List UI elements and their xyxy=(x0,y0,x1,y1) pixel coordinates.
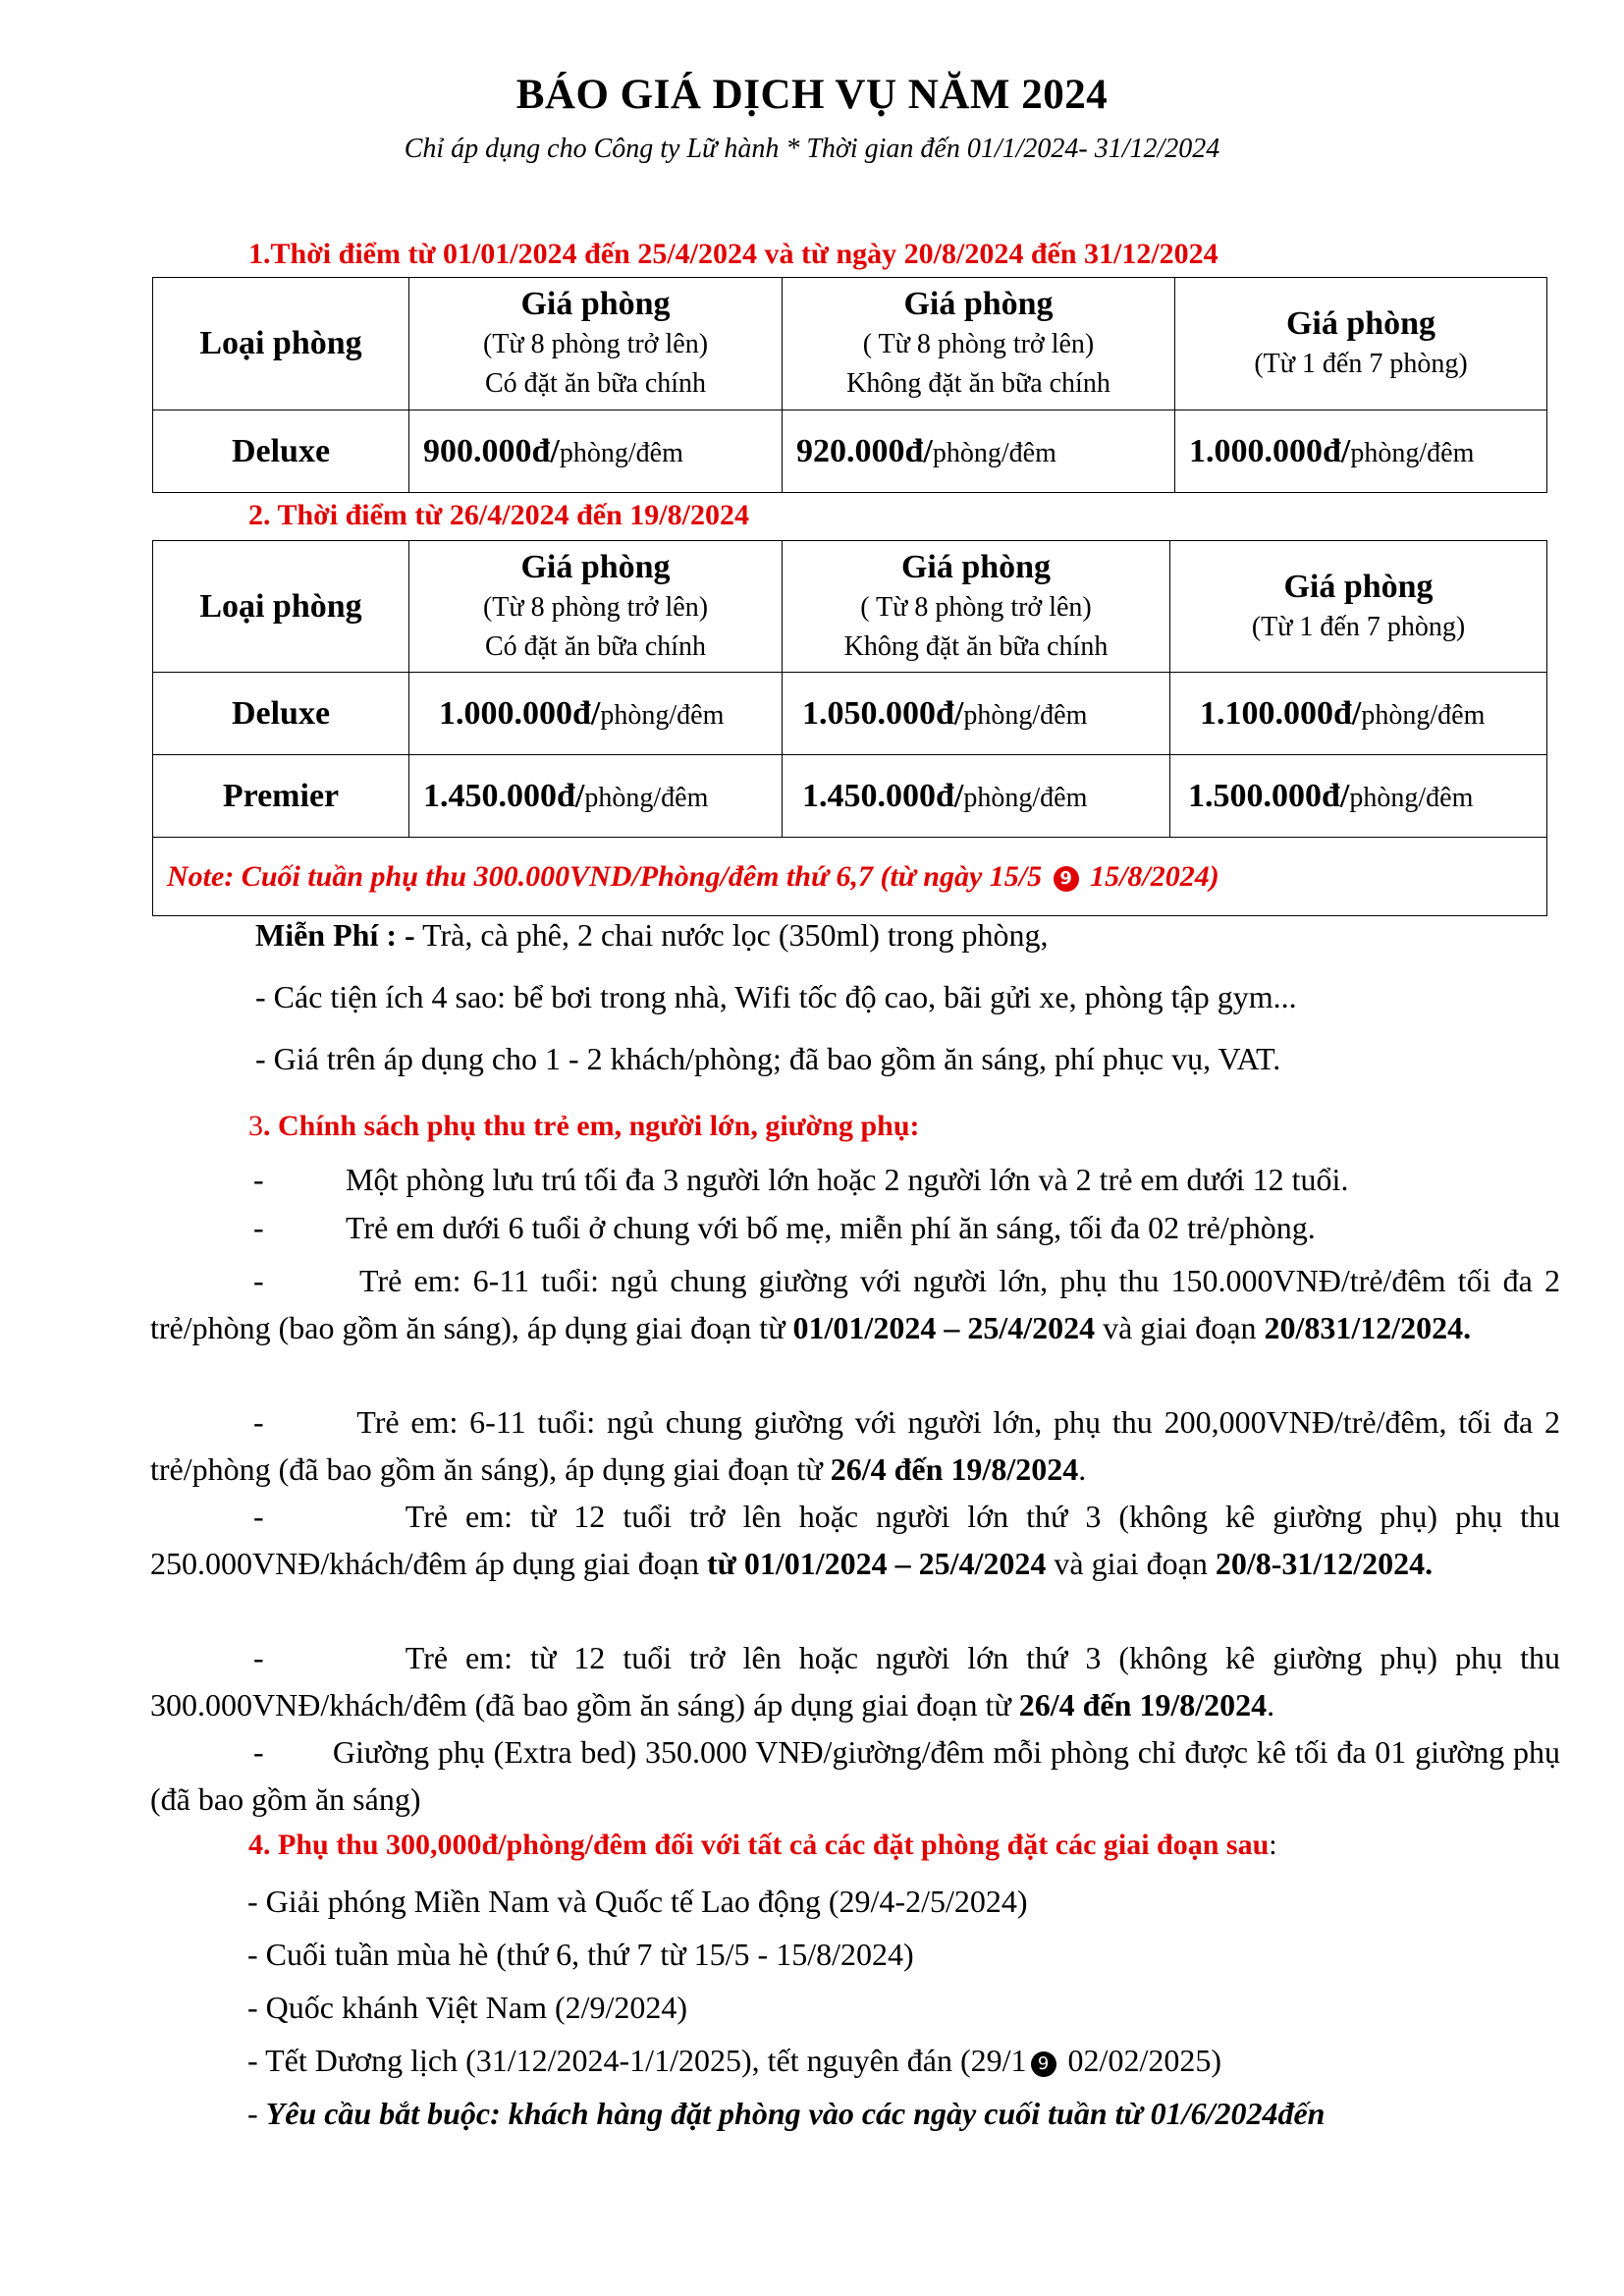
free-services-line2: - Các tiện ích 4 sao: bể bơi trong nhà, Wifi tốc độ cao, bãi gửi xe, phòng tập gym... xyxy=(255,979,1297,1014)
document-subtitle: Chỉ áp dụng cho Công ty Lữ hành * Thời gian đến 01/1/2024- 31/12/2024 xyxy=(404,134,1220,164)
list-item: - Yêu cầu bắt buộc: khách hàng đặt phòng vào các ngày cuối tuần từ 01/6/2024đến xyxy=(247,2096,1326,2131)
room-type-cell: Premier xyxy=(153,755,409,838)
price-cell: 920.000đ/phòng/đêm xyxy=(783,410,1175,493)
list-dash: - xyxy=(253,1162,264,1197)
table-row xyxy=(153,410,1547,493)
header-col2: Giá phòng ( Từ 8 phòng trở lên) Không đặt ăn bữa chính xyxy=(783,278,1175,410)
list-item: - Trẻ em: từ 12 tuổi trở lên hoặc người lớn thứ 3 (không kê giường phụ) phụ thu 250.000VNĐ/khách/đêm áp dụng giai đoạn từ 01/01/2024 – 25/4/2024 và giai đoạn 20/8-31/12/2024. xyxy=(150,1499,1561,1581)
weekend-note: Note: Cuối tuần phụ thu 300.000VND/Phòng/đêm thứ 6,7 (từ ngày 15/5 9 15/8/2024) xyxy=(153,838,1547,916)
header-room-type: Loại phòng xyxy=(153,278,409,410)
room-type-cell: Deluxe xyxy=(153,673,409,755)
list-item: Một phòng lưu trú tối đa 3 người lớn hoặc 2 người lớn và 2 trẻ em dưới 12 tuổi. xyxy=(346,1162,1349,1197)
list-item: - Tết Dương lịch (31/12/2024-1/1/2025), tết nguyên đán (29/1 9 02/02/2025) xyxy=(247,2043,1221,2078)
price-table-2 xyxy=(152,540,1547,916)
note-row xyxy=(153,838,1547,916)
list-item: - Trẻ em: 6-11 tuổi: ngủ chung giường với người lớn, phụ thu 200,000VNĐ/trẻ/đêm, tối đa 2 trẻ/phòng (đã bao gồm ăn sáng), áp dụng giai đoạn từ 26/4 đến 19/8/2024. xyxy=(150,1404,1561,1487)
price-cell: 1.500.000đ/phòng/đêm xyxy=(1170,755,1547,838)
section2-heading: 2. Thời điểm từ 26/4/2024 đến 19/8/2024 xyxy=(248,499,749,531)
price-cell: 1.450.000đ/phòng/đêm xyxy=(409,755,783,838)
price-table-1 xyxy=(152,277,1547,493)
section4-heading: 4. Phụ thu 300,000đ/phòng/đêm đối với tất cả các đặt phòng đặt các giai đoạn sau: xyxy=(248,1829,1277,1861)
section1-heading: 1.Thời điểm từ 01/01/2024 đến 25/4/2024 và từ ngày 20/8/2024 đến 31/12/2024 xyxy=(248,238,1218,270)
list-item: - Cuối tuần mùa hè (thứ 6, thứ 7 từ 15/5 - 15/8/2024) xyxy=(247,1937,914,1972)
price-cell: 1.050.000đ/phòng/đêm xyxy=(783,673,1170,755)
list-dash: - xyxy=(253,1210,264,1245)
circled-arrow-icon: 9 xyxy=(1054,866,1079,892)
section3-heading: 3. Chính sách phụ thu trẻ em, người lớn, giường phụ: xyxy=(248,1110,920,1142)
list-item: - Trẻ em: 6-11 tuổi: ngủ chung giường với người lớn, phụ thu 150.000VNĐ/trẻ/đêm tối đa 2 trẻ/phòng (bao gồm ăn sáng), áp dụng giai đoạn từ 01/01/2024 – 25/4/2024 và giai đoạn 20/831/12/2024. xyxy=(150,1263,1561,1345)
circled-arrow-icon: 9 xyxy=(1031,2051,1056,2077)
list-item: - Giường phụ (Extra bed) 350.000 VNĐ/giường/đêm mỗi phòng chỉ được kê tối đa 01 giường phụ (đã bao gồm ăn sáng) xyxy=(150,1734,1561,1817)
header-col1: Giá phòng (Từ 8 phòng trở lên) Có đặt ăn bữa chính xyxy=(409,278,783,410)
list-item: Trẻ em dưới 6 tuổi ở chung với bố mẹ, miễn phí ăn sáng, tối đa 02 trẻ/phòng. xyxy=(346,1210,1316,1245)
table-row xyxy=(153,673,1547,755)
list-item: - Trẻ em: từ 12 tuổi trở lên hoặc người lớn thứ 3 (không kê giường phụ) phụ thu 300.000VNĐ/khách/đêm (đã bao gồm ăn sáng) áp dụng giai đoạn từ 26/4 đến 19/8/2024. xyxy=(150,1640,1561,1722)
header-room-type: Loại phòng xyxy=(153,541,409,673)
table-header-row xyxy=(153,278,1547,410)
price-cell: 1.100.000đ/phòng/đêm xyxy=(1170,673,1547,755)
header-col3: Giá phòng (Từ 1 đến 7 phòng) xyxy=(1175,278,1547,410)
list-item: - Giải phóng Miền Nam và Quốc tế Lao động (29/4-2/5/2024) xyxy=(247,1884,1028,1919)
free-services-line3: - Giá trên áp dụng cho 1 - 2 khách/phòng; đã bao gồm ăn sáng, phí phục vụ, VAT. xyxy=(255,1041,1281,1076)
price-cell: 900.000đ/phòng/đêm xyxy=(409,410,783,493)
table-row xyxy=(153,755,1547,838)
price-cell: 1.000.000đ/phòng/đêm xyxy=(409,673,783,755)
list-item: - Quốc khánh Việt Nam (2/9/2024) xyxy=(247,1990,688,2025)
header-col2: Giá phòng ( Từ 8 phòng trở lên) Không đặt ăn bữa chính xyxy=(783,541,1170,673)
header-col1: Giá phòng (Từ 8 phòng trở lên) Có đặt ăn bữa chính xyxy=(409,541,783,673)
header-col3: Giá phòng (Từ 1 đến 7 phòng) xyxy=(1170,541,1547,673)
table-header-row xyxy=(153,541,1547,673)
document-title: BÁO GIÁ DỊCH VỤ NĂM 2024 xyxy=(515,72,1109,118)
free-services-line1: Miễn Phí : - Trà, cà phê, 2 chai nước lọc (350ml) trong phòng, xyxy=(255,917,1049,953)
room-type-cell: Deluxe xyxy=(153,410,409,493)
price-cell: 1.450.000đ/phòng/đêm xyxy=(783,755,1170,838)
price-cell: 1.000.000đ/phòng/đêm xyxy=(1175,410,1547,493)
